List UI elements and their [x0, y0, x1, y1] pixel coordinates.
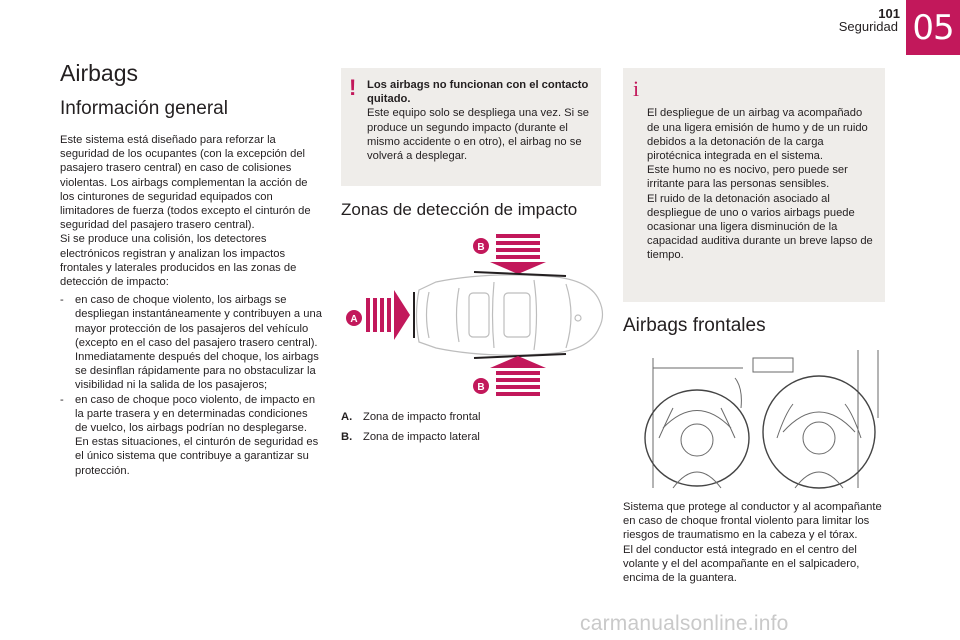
page-title: Airbags [60, 60, 138, 86]
legend-text: Zona de impacto frontal [363, 411, 481, 423]
intro-paragraph: Este sistema está diseñado para reforzar la seguridad de los ocupantes (con la excepción del pasajero trasero central) en caso de colisiones violentas. Los airbags complementan la acción de los cinturones de seguridad equipados con limitadores de fuerza (todos excepto el cinturón de seguridad del pasajero trasero central). [60, 134, 311, 232]
list-item: - en caso de choque violento, los airbags se despliegan instantáneamente y contribuyen a una mayor protección de los pasajeros del vehículo (excepto en el caso del pasajero trasero central). Inmediatamente después del choque, los airbags se desinflan rápidamente para no obstaculizar la visibilidad ni la salida de los pasajeros; [60, 293, 322, 392]
page-number: 101 [878, 6, 900, 21]
watermark: carmanualsonline.info [580, 612, 789, 635]
info-text: El despliegue de un airbag va acompañado de una ligera emisión de humo y de un ruido debidos a la detonación de la carga pirotécnica integrada en el sistema. Este humo no es nocivo, pero puede ser irritante para las personas sensibles. El ruido de la detonación asociado al despliegue de uno o varios airbags puede ocasionar una ligera disminución de la capacidad auditiva durante un breve lapso de tiempo. [647, 107, 873, 262]
legend-key: A. [341, 411, 353, 423]
diagram-legend [341, 410, 601, 444]
list-item: - en caso de choque poco violento, de impacto en la parte trasera y en determinadas condiciones de vuelco, los airbags podrían no desplegarse. En estas situaciones, el cinturón de seguridad es el único sistema que contribuye a garantizar su protección. [60, 393, 322, 478]
warning-box [341, 68, 601, 186]
label-a-text: A [350, 314, 358, 325]
section-subtitle: Información general [60, 98, 228, 119]
chapter-badge: 05 [906, 0, 960, 55]
detection-paragraph: Si se produce una colisión, los detectores electrónicos registran y analizan los impactos frontales y laterales producidos en las zonas de detección de impacto: [60, 233, 297, 289]
label-b-top-text: B [477, 242, 485, 253]
front-airbags-illustration [623, 348, 885, 490]
front-airbags-title: Airbags frontales [623, 315, 766, 336]
legend-item [341, 410, 601, 424]
exclamation-icon: ! [349, 75, 357, 100]
zones-title: Zonas de detección de impacto [341, 200, 578, 219]
info-icon: i [633, 76, 640, 101]
section-label: Seguridad [838, 19, 898, 34]
car-outline [417, 275, 603, 355]
warning-text: Este equipo solo se despliega una vez. Si se produce un segundo impacto (durante el mismo accidente o en otro), el airbag no se volverá a desplegar. [367, 107, 590, 163]
legend-key: B. [341, 431, 353, 443]
label-b-bottom-text: B [477, 382, 485, 393]
warning-title: Los airbags no funcionan con el contacto quitado. [367, 79, 589, 106]
intro-text [60, 133, 322, 478]
legend-text: Zona de impacto lateral [363, 431, 480, 443]
bullet-list [60, 293, 322, 478]
legend-item [341, 430, 601, 444]
info-box [623, 68, 885, 302]
impact-zones-diagram [344, 230, 606, 400]
front-airbags-text: Sistema que protege al conductor y al acompañante en caso de choque frontal violento para limitar los riesgos de traumatismo en la cabeza y el tórax. El del conductor está integrado en el centro del volante y el del acompañante en el salpicadero, encima de la guantera. [623, 501, 882, 585]
side-impact-top [474, 234, 566, 276]
frontal-impact [366, 290, 414, 340]
